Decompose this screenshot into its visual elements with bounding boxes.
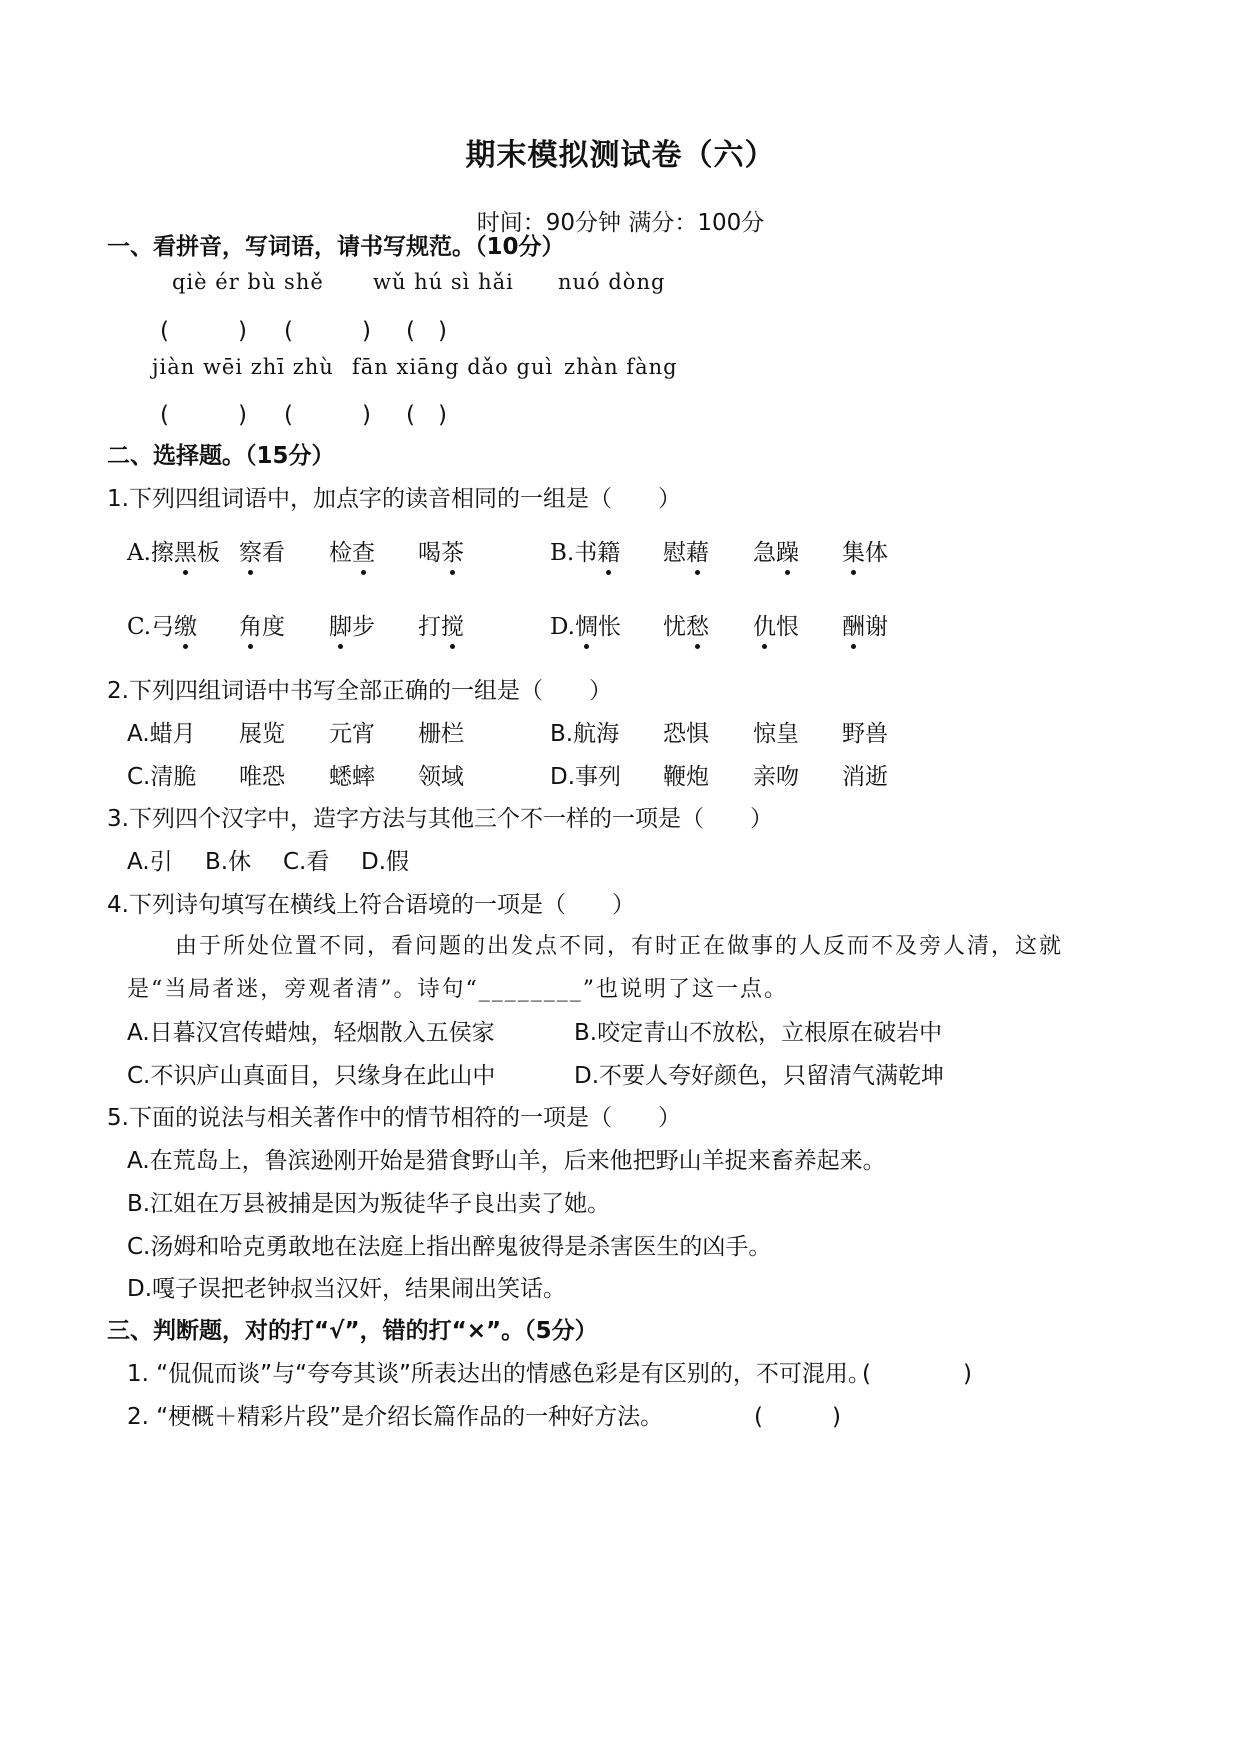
dotted-char: 黑 bbox=[173, 540, 197, 566]
pinyin-item: zhàn fàng bbox=[564, 355, 678, 379]
char: 书 bbox=[574, 540, 598, 566]
option-choice: A.引 bbox=[127, 849, 173, 875]
option-word: 元宵 bbox=[329, 721, 375, 747]
dotted-char: 缴 bbox=[174, 614, 198, 640]
answer-bracket[interactable]: ( ) bbox=[406, 318, 447, 344]
option-word bbox=[550, 534, 620, 567]
option-word: A.蜡月 bbox=[127, 721, 196, 747]
option-word: D.事列 bbox=[550, 764, 622, 790]
option-word: 野兽 bbox=[842, 721, 888, 747]
option-word bbox=[127, 608, 197, 641]
option-word bbox=[239, 534, 285, 567]
option-choice: C.看 bbox=[283, 849, 330, 875]
option-word: 栅栏 bbox=[418, 721, 464, 747]
dotted-char: 酬 bbox=[842, 614, 865, 640]
option-word bbox=[418, 608, 464, 641]
option-letter: D. bbox=[550, 614, 575, 640]
option-choice: B.江姐在万县被捕是因为叛徒华子良出卖了她。 bbox=[127, 1191, 611, 1217]
char: 谢 bbox=[865, 614, 888, 640]
section1-heading: 一、看拼音，写词语，请书写规范。（10分） bbox=[107, 234, 565, 260]
option-word: 亲吻 bbox=[753, 764, 799, 790]
option-word: 蟋蟀 bbox=[329, 764, 375, 790]
option-word bbox=[127, 534, 220, 567]
option-word: 展览 bbox=[239, 721, 285, 747]
char: 弓 bbox=[151, 614, 175, 640]
option-letter: C. bbox=[127, 614, 152, 640]
option-word: B.航海 bbox=[550, 721, 620, 747]
dotted-char: 仇 bbox=[753, 614, 776, 640]
pinyin-item: nuó dòng bbox=[558, 270, 666, 294]
char: 急 bbox=[753, 540, 776, 566]
page-title: 期末模拟测试卷（六） bbox=[465, 138, 776, 173]
dotted-char: 躁 bbox=[776, 540, 799, 566]
option-word bbox=[329, 608, 375, 641]
dotted-char: 集 bbox=[842, 540, 865, 566]
option-word bbox=[239, 608, 285, 641]
option-choice: A.日暮汉宫传蜡烛，轻烟散入五侯家 bbox=[127, 1020, 495, 1046]
judgment-item: 1. “侃侃而谈”与“夸夸其谈”所表达出的情感色彩是有区别的，不可混用。 bbox=[127, 1361, 871, 1387]
char: 忧 bbox=[663, 614, 686, 640]
option-word bbox=[418, 534, 464, 567]
option-choice: D.不要人夸好颜色，只留清气满乾坤 bbox=[574, 1063, 945, 1089]
answer-bracket[interactable]: ( ) bbox=[284, 318, 371, 344]
char: 慰 bbox=[663, 540, 686, 566]
char: 度 bbox=[262, 614, 285, 640]
question-stem: 1.下列四组词语中，加点字的读音相同的一组是（ ） bbox=[107, 486, 681, 512]
answer-bracket[interactable]: ( ) bbox=[406, 402, 447, 428]
answer-bracket[interactable]: ( ) bbox=[160, 402, 247, 428]
option-choice: D.嘎子误把老钟叔当汉奸，结果闹出笑话。 bbox=[127, 1276, 567, 1302]
option-word: 领域 bbox=[418, 764, 464, 790]
option-choice: A.在荒岛上，鲁滨逊刚开始是猎食野山羊，后来他把野山羊捉来畜养起来。 bbox=[127, 1148, 886, 1174]
char: 步 bbox=[352, 614, 375, 640]
pinyin-item: wǔ hú sì hǎi bbox=[373, 270, 514, 294]
option-letter: B. bbox=[550, 540, 575, 566]
judgment-item: 2. “梗概＋精彩片段”是介绍长篇作品的一种好方法。 bbox=[127, 1404, 664, 1430]
option-choice: B.休 bbox=[205, 849, 252, 875]
dotted-char: 藉 bbox=[686, 540, 709, 566]
char: 擦 bbox=[150, 540, 174, 566]
option-word bbox=[329, 534, 375, 567]
option-word bbox=[753, 608, 799, 641]
exam-info: 时间：90分钟 满分：100分 bbox=[476, 210, 765, 236]
option-word: 消逝 bbox=[842, 764, 888, 790]
char: 怅 bbox=[597, 614, 621, 640]
pinyin-item: fān xiāng dǎo guì bbox=[352, 355, 554, 379]
option-word bbox=[663, 534, 709, 567]
question-stem: 2.下列四组词语中书写全部正确的一组是（ ） bbox=[107, 678, 612, 704]
char: 检 bbox=[329, 540, 352, 566]
char: 体 bbox=[865, 540, 888, 566]
dotted-char: 茶 bbox=[441, 540, 464, 566]
option-word: 唯恐 bbox=[239, 764, 285, 790]
dotted-char: 查 bbox=[352, 540, 375, 566]
option-word: 惊皇 bbox=[753, 721, 799, 747]
option-letter: A. bbox=[127, 540, 151, 566]
pinyin-item: jiàn wēi zhī zhù bbox=[152, 355, 334, 379]
option-word: 鞭炮 bbox=[663, 764, 709, 790]
option-word bbox=[842, 534, 888, 567]
option-word: 恐惧 bbox=[663, 721, 709, 747]
answer-bracket[interactable]: ( ) bbox=[862, 1361, 972, 1387]
option-word bbox=[842, 608, 888, 641]
dotted-char: 惆 bbox=[574, 614, 598, 640]
dotted-char: 籍 bbox=[597, 540, 621, 566]
answer-bracket[interactable]: ( ) bbox=[160, 318, 247, 344]
passage-line: 由于所处位置不同，看问题的出发点不同，有时正在做事的人反而不及旁人清，这就 bbox=[175, 934, 1064, 959]
question-stem: 5.下面的说法与相关著作中的情节相符的一项是（ ） bbox=[107, 1105, 681, 1131]
passage-line: 是“当局者迷，旁观者清”。诗句“________”也说明了这一点。 bbox=[127, 977, 788, 1002]
option-choice: B.咬定青山不放松，立根原在破岩中 bbox=[574, 1020, 943, 1046]
dotted-char: 角 bbox=[239, 614, 262, 640]
dotted-char: 察 bbox=[239, 540, 262, 566]
char: 喝 bbox=[418, 540, 441, 566]
section2-heading: 二、选择题。（15分） bbox=[107, 443, 335, 469]
char: 看 bbox=[262, 540, 285, 566]
pinyin-item: qiè ér bù shě bbox=[172, 270, 324, 294]
answer-bracket[interactable]: ( ) bbox=[754, 1404, 841, 1430]
char: 恨 bbox=[776, 614, 799, 640]
option-choice: D.假 bbox=[361, 849, 410, 875]
dotted-char: 脚 bbox=[329, 614, 352, 640]
dotted-char: 愁 bbox=[686, 614, 709, 640]
char: 板 bbox=[196, 540, 220, 566]
section3-heading: 三、判断题，对的打“√”，错的打“×”。（5分） bbox=[107, 1318, 598, 1344]
question-stem: 3.下列四个汉字中，造字方法与其他三个不一样的一项是（ ） bbox=[107, 806, 773, 832]
option-word: C.清脆 bbox=[127, 764, 197, 790]
dotted-char: 搅 bbox=[441, 614, 464, 640]
option-choice: C.汤姆和哈克勇敢地在法庭上指出醉鬼彼得是杀害医生的凶手。 bbox=[127, 1234, 772, 1260]
answer-bracket[interactable]: ( ) bbox=[284, 402, 371, 428]
option-word bbox=[753, 534, 799, 567]
char: 打 bbox=[418, 614, 441, 640]
option-word bbox=[663, 608, 709, 641]
option-word bbox=[550, 608, 621, 641]
option-choice: C.不识庐山真面目，只缘身在此山中 bbox=[127, 1063, 496, 1089]
question-stem: 4.下列诗句填写在横线上符合语境的一项是（ ） bbox=[107, 892, 635, 918]
